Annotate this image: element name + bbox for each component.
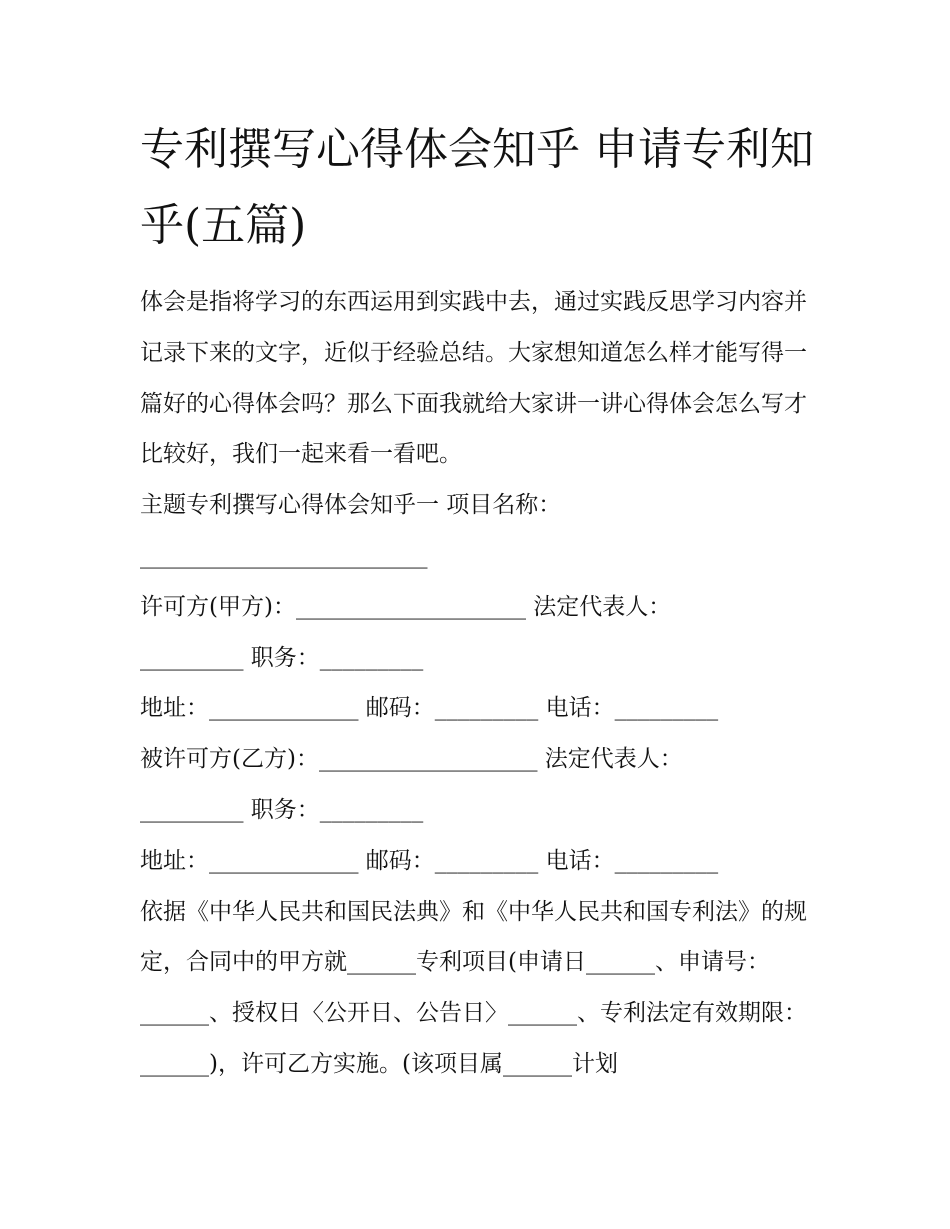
licensor-address-line: 地址：_____________ 邮码：_________ 电话：_________ xyxy=(140,695,719,722)
licensee-line: 被许可方(乙方)：___________________ 法定代表人： xyxy=(140,746,683,773)
intro-paragraph: 体会是指将学习的东西运用到实践中去，通过实践反思学习内容并记录下来的文字，近似于经验总结。大家想知道怎么样才能写得一篇好的心得体会吗？那么下面我就给大家讲一讲心得体会怎么写才比较好，我们一起来看一看吧。 xyxy=(140,289,807,468)
topic-line: 主题专利撰写心得体会知乎一 项目名称： xyxy=(140,492,562,519)
licensor-line: 许可方(甲方)：____________________ 法定代表人： xyxy=(140,593,672,620)
project-name-blank: _________________________ xyxy=(140,542,428,569)
legal-basis-paragraph: 依据《中华人民共和国民法典》和《中华人民共和国专利法》的规定，合同中的甲方就______专利项目(申请日______、申请号：______、授权日〈公开日、公告日〉______、专利法定有效期限：______)，许可乙方实施。(该项目属______计划 xyxy=(140,898,807,1077)
licensor-position-line: _________ 职务：_________ xyxy=(140,644,424,671)
document-title: 专利撰写心得体会知乎 申请专利知乎(五篇) xyxy=(140,124,814,251)
licensee-address-line: 地址：_____________ 邮码：_________ 电话：_________ xyxy=(140,847,719,874)
document-body xyxy=(140,277,820,1090)
licensee-position-line: _________ 职务：_________ xyxy=(140,796,424,823)
